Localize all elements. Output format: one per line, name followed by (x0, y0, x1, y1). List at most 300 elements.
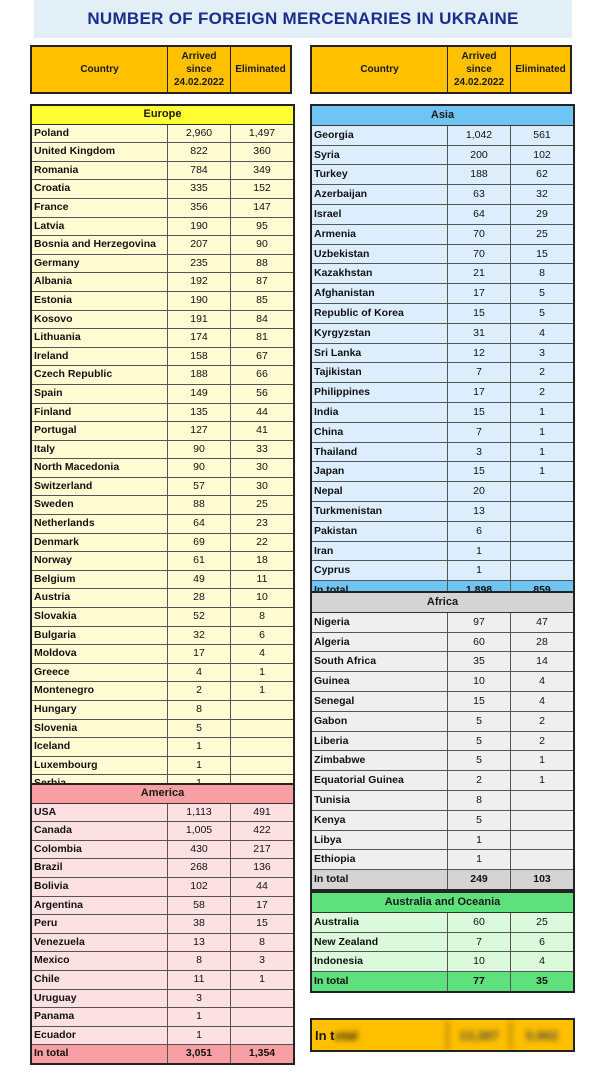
table-row (32, 534, 293, 553)
header-arrived: Arrived since 24.02.2022 (447, 47, 510, 92)
eliminated-cell (230, 990, 293, 1008)
eliminated-cell: 349 (230, 162, 293, 180)
table-row (312, 732, 573, 752)
arrived-cell: 1,113 (167, 804, 230, 822)
table-row (32, 125, 293, 144)
arrived-cell: 97 (447, 613, 510, 632)
country-cell: Portugal (34, 424, 77, 437)
arrived-cell: 10 (447, 672, 510, 691)
eliminated-cell: 1,354 (230, 1045, 293, 1063)
eliminated-cell: 62 (510, 165, 573, 184)
table-row (32, 878, 293, 897)
arrived-cell: 64 (167, 515, 230, 533)
arrived-cell: 69 (167, 534, 230, 552)
table-row (32, 720, 293, 739)
arrived-cell: 102 (167, 878, 230, 896)
country-cell: Colombia (34, 842, 82, 855)
country-cell: Tajikistan (314, 366, 362, 379)
country-cell: Guinea (314, 675, 350, 688)
country-cell: Austria (34, 591, 71, 604)
table-row (312, 423, 573, 443)
table-row (32, 897, 293, 916)
arrived-cell: 5 (167, 720, 230, 738)
country-cell: Pakistan (314, 524, 358, 537)
table-row (32, 1027, 293, 1046)
arrived-cell: 70 (447, 245, 510, 264)
country-cell: Turkey (314, 168, 348, 181)
table-row (312, 304, 573, 324)
country-cell: Norway (34, 554, 72, 567)
eliminated-cell: 136 (230, 859, 293, 877)
table-row (32, 859, 293, 878)
eliminated-cell: 8 (230, 934, 293, 952)
eliminated-cell: 11 (230, 571, 293, 589)
arrived-cell: 88 (167, 496, 230, 514)
table-row (312, 443, 573, 463)
arrived-cell: 188 (167, 366, 230, 384)
eliminated-cell: 103 (510, 870, 573, 889)
arrived-cell: 3 (447, 443, 510, 462)
header-right (310, 45, 572, 94)
arrived-cell: 20 (447, 482, 510, 501)
eliminated-cell: 41 (230, 422, 293, 440)
table-row (312, 462, 573, 482)
table-row (312, 324, 573, 344)
table-row (32, 422, 293, 441)
country-cell: Albania (34, 275, 72, 288)
eliminated-cell (510, 561, 573, 580)
eliminated-cell: 66 (230, 366, 293, 384)
eliminated-cell: 1 (230, 971, 293, 989)
eliminated-cell: 4 (510, 692, 573, 711)
table-row (32, 292, 293, 311)
eliminated-cell: 23 (230, 515, 293, 533)
eliminated-cell: 217 (230, 841, 293, 859)
arrived-cell: 1 (447, 561, 510, 580)
country-cell: Republic of Korea (314, 306, 404, 319)
table-row (312, 751, 573, 771)
arrived-cell: 70 (447, 225, 510, 244)
eliminated-cell: 87 (230, 273, 293, 291)
table-row (312, 672, 573, 692)
country-cell: Estonia (34, 293, 72, 306)
country-cell: Iran (314, 544, 334, 557)
table-row (312, 264, 573, 284)
country-cell: Azerbaijan (314, 188, 368, 201)
eliminated-cell: 5 (510, 304, 573, 323)
country-cell: Ethiopia (314, 853, 356, 866)
eliminated-cell: 25 (230, 496, 293, 514)
country-cell: Libya (314, 833, 342, 846)
eliminated-cell (510, 811, 573, 830)
arrived-cell: 61 (167, 552, 230, 570)
eliminated-cell: 44 (230, 404, 293, 422)
country-cell: Tunisia (314, 793, 350, 806)
country-cell: South Africa (314, 655, 377, 668)
arrived-cell: 200 (447, 146, 510, 165)
table-row (312, 791, 573, 811)
eliminated-cell: 4 (230, 645, 293, 663)
table-row (312, 344, 573, 364)
table-row (32, 934, 293, 953)
eliminated-cell: 33 (230, 441, 293, 459)
table-row (32, 404, 293, 423)
table-row (32, 552, 293, 571)
arrived-cell: 5 (447, 712, 510, 731)
eliminated-cell: 14 (510, 652, 573, 671)
eliminated-cell: 2 (510, 732, 573, 751)
country-cell: Kyrgyzstan (314, 326, 371, 339)
table-row (312, 185, 573, 205)
table-row (312, 363, 573, 383)
table-row (32, 608, 293, 627)
eliminated-cell: 95 (230, 218, 293, 236)
table-row (312, 913, 573, 933)
eliminated-cell: 56 (230, 385, 293, 403)
eliminated-cell: 4 (510, 952, 573, 971)
country-cell: North Macedonia (34, 461, 120, 474)
country-cell: Hungary (34, 703, 77, 715)
country-cell: Croatia (34, 182, 71, 195)
africa-table (310, 591, 575, 891)
arrived-cell: 3 (167, 990, 230, 1008)
arrived-cell: 60 (447, 913, 510, 932)
country-cell: India (314, 405, 339, 418)
eliminated-cell: 47 (510, 613, 573, 632)
eliminated-cell: 6 (230, 627, 293, 645)
country-cell: Argentina (34, 898, 84, 911)
country-cell: Iceland (34, 740, 71, 753)
country-cell: Spain (34, 386, 63, 399)
eliminated-cell: 152 (230, 180, 293, 198)
country-cell: Japan (314, 465, 345, 478)
country-cell: Armenia (314, 227, 357, 240)
arrived-cell: 38 (167, 915, 230, 933)
eliminated-cell: 32 (510, 185, 573, 204)
eliminated-cell: 84 (230, 311, 293, 329)
table-row (312, 126, 573, 146)
country-cell: Indonesia (314, 955, 364, 968)
eliminated-cell: 81 (230, 329, 293, 347)
eliminated-cell (230, 757, 293, 775)
arrived-cell: 15 (447, 304, 510, 323)
table-row (312, 403, 573, 423)
country-cell: USA (34, 805, 57, 818)
arrived-cell: 1 (447, 542, 510, 561)
eliminated-cell: 67 (230, 348, 293, 366)
arrived-cell: 31 (447, 324, 510, 343)
arrived-cell: 8 (167, 701, 230, 719)
eliminated-cell: 2 (510, 363, 573, 382)
table-row (312, 522, 573, 542)
eliminated-cell: 90 (230, 236, 293, 254)
table-row (32, 218, 293, 237)
eliminated-cell (230, 1008, 293, 1026)
table-row (32, 627, 293, 646)
arrived-cell: 5 (447, 811, 510, 830)
country-cell: Gabon (314, 714, 348, 727)
country-cell: Nigeria (314, 615, 350, 628)
america-total-row (32, 1045, 293, 1063)
arrived-cell: 235 (167, 255, 230, 273)
table-row (312, 146, 573, 166)
header-eliminated: Eliminated (230, 47, 290, 92)
country-cell: Algeria (314, 635, 350, 648)
eliminated-cell: 360 (230, 143, 293, 161)
arrived-cell: 190 (167, 218, 230, 236)
eliminated-cell: 30 (230, 459, 293, 477)
eliminated-cell: 1 (510, 443, 573, 462)
eliminated-cell: 1 (510, 403, 573, 422)
eliminated-cell: 44 (230, 878, 293, 896)
arrived-cell: 6 (447, 522, 510, 541)
arrived-cell: 17 (167, 645, 230, 663)
arrived-cell: 188 (447, 165, 510, 184)
arrived-cell: 12 (447, 344, 510, 363)
table-row (32, 841, 293, 860)
country-cell: Israel (314, 207, 342, 220)
country-cell: Georgia (314, 128, 354, 141)
table-row (312, 225, 573, 245)
arrived-cell: 8 (167, 952, 230, 970)
eliminated-cell: 1,497 (230, 125, 293, 143)
arrived-cell: 4 (167, 664, 230, 682)
table-row (32, 478, 293, 497)
arrived-cell: 5 (447, 751, 510, 770)
arrived-cell: 356 (167, 199, 230, 217)
grand-total-arrived: 13,387 (447, 1020, 510, 1050)
table-row (312, 633, 573, 653)
arrived-cell: 77 (447, 972, 510, 991)
arrived-cell: 63 (447, 185, 510, 204)
arrived-cell: 1 (447, 831, 510, 850)
eliminated-cell: 1 (510, 771, 573, 790)
table-row (32, 143, 293, 162)
country-cell: Netherlands (34, 517, 95, 530)
arrived-cell: 149 (167, 385, 230, 403)
oceania-table (310, 891, 575, 993)
country-cell: Bolivia (34, 879, 69, 892)
arrived-cell: 90 (167, 441, 230, 459)
eliminated-cell (230, 720, 293, 738)
country-cell: Afghanistan (314, 287, 375, 300)
table-row (312, 692, 573, 712)
eliminated-cell: 18 (230, 552, 293, 570)
country-cell: Philippines (314, 386, 371, 399)
arrived-cell: 11 (167, 971, 230, 989)
eliminated-cell: 5 (510, 284, 573, 303)
table-row (32, 1008, 293, 1027)
eliminated-cell: 17 (230, 897, 293, 915)
table-row (312, 652, 573, 672)
arrived-cell: 430 (167, 841, 230, 859)
country-cell: Ireland (34, 349, 69, 362)
table-row (312, 811, 573, 831)
header-eliminated: Eliminated (510, 47, 570, 92)
table-row (32, 199, 293, 218)
arrived-cell: 58 (167, 897, 230, 915)
table-row (32, 822, 293, 841)
table-row (32, 515, 293, 534)
country-cell: Belgium (34, 572, 76, 585)
eliminated-cell: 88 (230, 255, 293, 273)
table-row (32, 701, 293, 720)
africa-total-row (312, 870, 573, 889)
eliminated-cell: 15 (510, 245, 573, 264)
eliminated-cell: 1 (510, 462, 573, 481)
oceania-region-title: Australia and Oceania (312, 893, 573, 913)
arrived-cell: 1 (167, 738, 230, 756)
table-row (32, 273, 293, 292)
table-row (312, 482, 573, 502)
eliminated-cell: 1 (230, 682, 293, 700)
table-row (312, 205, 573, 225)
country-cell: Uruguay (34, 991, 77, 1004)
country-cell: Equatorial Guinea (314, 774, 404, 787)
table-row (32, 664, 293, 683)
table-row (32, 329, 293, 348)
table-row (32, 348, 293, 367)
arrived-cell: 49 (167, 571, 230, 589)
arrived-cell: 64 (447, 205, 510, 224)
table-row (312, 771, 573, 791)
arrived-cell: 13 (447, 502, 510, 521)
eliminated-cell: 10 (230, 589, 293, 607)
country-cell: Kazakhstan (314, 267, 373, 280)
country-cell: Thailand (314, 445, 358, 458)
country-cell: Zimbabwe (314, 754, 366, 767)
country-cell: In total (314, 975, 349, 988)
country-cell: Cyprus (314, 564, 351, 577)
table-row (32, 180, 293, 199)
country-cell: In total (314, 873, 349, 886)
arrived-cell: 13 (167, 934, 230, 952)
country-cell: China (314, 425, 344, 438)
table-row (32, 757, 293, 776)
header-arrived: Arrived since 24.02.2022 (167, 47, 230, 92)
eliminated-cell (230, 1027, 293, 1045)
table-row (32, 162, 293, 181)
eliminated-cell: 8 (230, 608, 293, 626)
arrived-cell: 3,051 (167, 1045, 230, 1063)
arrived-cell: 90 (167, 459, 230, 477)
africa-region-title: Africa (312, 593, 573, 613)
eliminated-cell: 29 (510, 205, 573, 224)
table-row (32, 385, 293, 404)
america-region-title: America (32, 785, 293, 804)
table-row (32, 255, 293, 274)
grand-total-eliminated: 5,962 (510, 1020, 573, 1050)
table-row (312, 561, 573, 581)
oceania-total-row (312, 972, 573, 991)
eliminated-cell: 25 (510, 225, 573, 244)
page-title: NUMBER OF FOREIGN MERCENARIES IN UKRAINE (87, 9, 519, 28)
arrived-cell: 7 (447, 363, 510, 382)
country-cell: Venezuela (34, 935, 85, 948)
country-cell: Czech Republic (34, 368, 113, 381)
eliminated-cell: 3 (510, 344, 573, 363)
country-cell: Slovenia (34, 721, 78, 734)
country-cell: Moldova (34, 647, 77, 660)
country-cell: Sri Lanka (314, 346, 362, 359)
arrived-cell: 21 (447, 264, 510, 283)
europe-table (30, 104, 295, 814)
country-cell: Nepal (314, 485, 343, 498)
country-cell: Kenya (314, 813, 346, 826)
arrived-cell: 15 (447, 462, 510, 481)
arrived-cell: 1 (167, 1027, 230, 1045)
arrived-cell: 57 (167, 478, 230, 496)
country-cell: Syria (314, 148, 340, 161)
country-cell: Canada (34, 824, 72, 837)
eliminated-cell (510, 542, 573, 561)
eliminated-cell: 422 (230, 822, 293, 840)
arrived-cell: 10 (447, 952, 510, 971)
country-cell: Romania (34, 163, 79, 176)
country-cell: Bosnia and Herzegovina (34, 238, 156, 251)
arrived-cell: 2 (447, 771, 510, 790)
country-cell: Ecuador (34, 1028, 77, 1041)
country-cell: Bulgaria (34, 628, 77, 641)
country-cell: Poland (34, 126, 70, 139)
table-row (312, 933, 573, 953)
country-cell: Latvia (34, 219, 65, 232)
arrived-cell: 35 (447, 652, 510, 671)
arrived-cell: 1,005 (167, 822, 230, 840)
grand-total-label: In t otal (315, 1027, 358, 1043)
table-row (312, 712, 573, 732)
country-cell: Sweden (34, 498, 74, 511)
country-cell: In total (34, 1047, 69, 1060)
arrived-cell: 784 (167, 162, 230, 180)
table-row (312, 542, 573, 562)
country-cell: Slovakia (34, 610, 77, 623)
country-cell: Lithuania (34, 331, 81, 344)
table-row (32, 441, 293, 460)
table-row (32, 682, 293, 701)
eliminated-cell: 1 (510, 751, 573, 770)
table-row (32, 990, 293, 1009)
arrived-cell: 1 (167, 757, 230, 775)
eliminated-cell: 85 (230, 292, 293, 310)
eliminated-cell (510, 831, 573, 850)
arrived-cell: 1 (167, 1008, 230, 1026)
arrived-cell: 249 (447, 870, 510, 889)
header-country: Country (80, 64, 119, 75)
arrived-cell: 822 (167, 143, 230, 161)
country-cell: Peru (34, 917, 58, 930)
header-country: Country (360, 64, 399, 75)
eliminated-cell (510, 502, 573, 521)
eliminated-cell: 102 (510, 146, 573, 165)
eliminated-cell (230, 701, 293, 719)
arrived-cell: 15 (447, 403, 510, 422)
country-cell: United Kingdom (34, 145, 116, 158)
eliminated-cell: 30 (230, 478, 293, 496)
eliminated-cell: 15 (230, 915, 293, 933)
table-row (312, 850, 573, 870)
country-cell: Panama (34, 1010, 75, 1023)
table-row (312, 165, 573, 185)
table-row (32, 589, 293, 608)
arrived-cell: 127 (167, 422, 230, 440)
header-left (30, 45, 292, 94)
country-cell: Finland (34, 405, 72, 418)
eliminated-cell: 561 (510, 126, 573, 145)
arrived-cell: 32 (167, 627, 230, 645)
country-cell: Italy (34, 442, 56, 455)
eliminated-cell (230, 738, 293, 756)
